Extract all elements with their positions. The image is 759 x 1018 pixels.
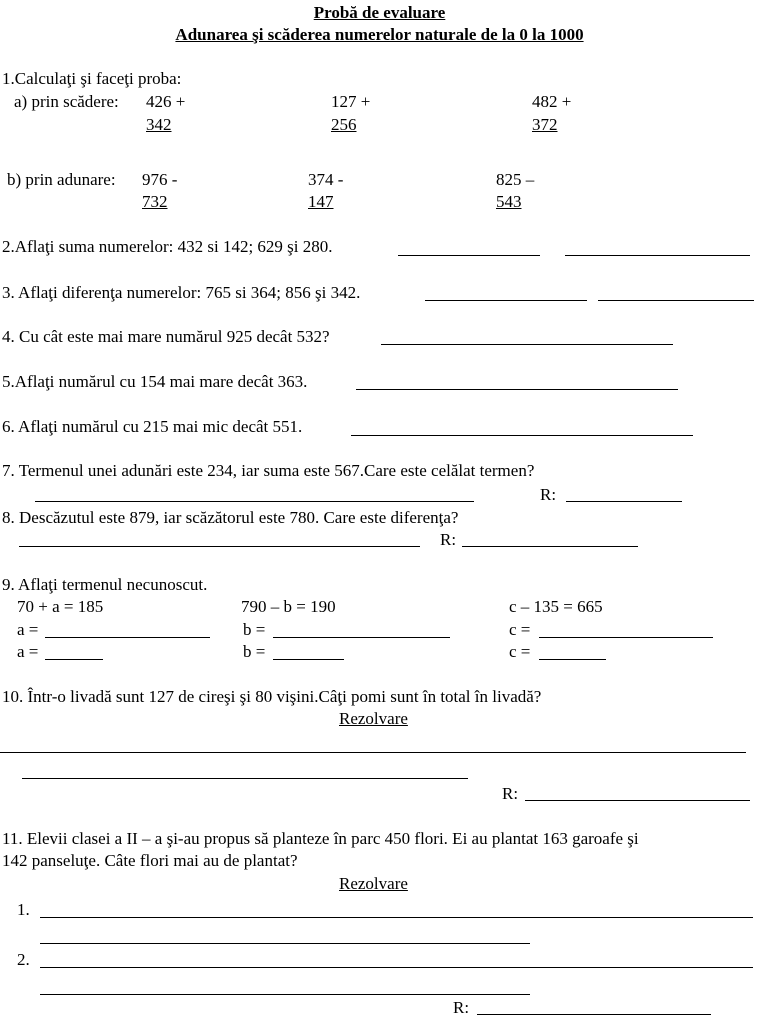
q9-c-line-1[interactable]: [539, 637, 713, 638]
q9-b-label-2: b =: [243, 642, 266, 661]
q1-b-label: b) prin adunare:: [7, 170, 116, 189]
q1-b2-top: 374 -: [308, 170, 344, 189]
q2-answer-line-2[interactable]: [565, 255, 750, 256]
q8-text: 8. Descăzutul este 879, iar scăzătorul este 780. Care este diferenţa?: [2, 508, 459, 527]
q11-answer-label: R:: [453, 998, 470, 1017]
q4-answer-line[interactable]: [381, 344, 673, 345]
q1-text: 1.Calculaţi şi faceţi proba:: [2, 69, 182, 88]
q9-a-label-1: a =: [17, 620, 39, 639]
q9-c-line-2[interactable]: [539, 659, 606, 660]
q5-answer-line[interactable]: [356, 389, 678, 390]
q9-a-label-2: a =: [17, 642, 39, 661]
q9-b-line-1[interactable]: [273, 637, 450, 638]
q9-c-label-1: c =: [509, 620, 531, 639]
q10-rezolvare: Rezolvare: [339, 709, 408, 728]
q11-rezolvare: Rezolvare: [339, 874, 408, 893]
q1-a2-top: 127 +: [331, 92, 371, 111]
q1-a2-bottom: 256: [331, 115, 357, 134]
q1-b3-bottom: 543: [496, 192, 522, 211]
q10-work-line-2[interactable]: [22, 778, 468, 779]
page-title: Probă de evaluare: [313, 3, 446, 22]
q8-work-line[interactable]: [19, 546, 420, 547]
q1-a3-top: 482 +: [532, 92, 572, 111]
q1-a-label: a) prin scădere:: [14, 92, 119, 111]
q11-step1-line-2[interactable]: [40, 943, 530, 944]
page-subtitle: Adunarea şi scăderea numerelor naturale de la 0 la 1000: [175, 25, 584, 44]
q7-work-line[interactable]: [35, 501, 474, 502]
q8-answer-label: R:: [440, 530, 457, 549]
q11-step1-number: 1.: [17, 900, 30, 919]
q11-text-line-2: 142 panseluţe. Câte flori mai au de plantat?: [2, 851, 298, 870]
q9-eq2: 790 – b = 190: [241, 597, 336, 616]
q9-b-label-1: b =: [243, 620, 266, 639]
q9-c-label-2: c =: [509, 642, 531, 661]
q9-text: 9. Aflaţi termenul necunoscut.: [2, 575, 208, 594]
q9-b-line-2[interactable]: [273, 659, 344, 660]
q3-answer-line-1[interactable]: [425, 300, 587, 301]
q10-work-line-1[interactable]: [0, 752, 746, 753]
q1-a1-top: 426 +: [146, 92, 186, 111]
q7-answer-line[interactable]: [566, 501, 682, 502]
q2-answer-line-1[interactable]: [398, 255, 540, 256]
q10-answer-label: R:: [502, 784, 519, 803]
q1-a1-bottom: 342: [146, 115, 172, 134]
q8-answer-line[interactable]: [462, 546, 638, 547]
q1-a3-bottom: 372: [532, 115, 558, 134]
q5-text: 5.Aflaţi numărul cu 154 mai mare decât 363.: [2, 372, 308, 391]
q4-text: 4. Cu cât este mai mare numărul 925 decât 532?: [2, 327, 330, 346]
q9-eq3: c – 135 = 665: [509, 597, 603, 616]
q10-answer-line[interactable]: [525, 800, 750, 801]
q11-step2-line-1[interactable]: [40, 967, 753, 968]
q9-a-line-1[interactable]: [45, 637, 210, 638]
q11-step2-line-2[interactable]: [40, 994, 530, 995]
q1-b1-top: 976 -: [142, 170, 178, 189]
q6-text: 6. Aflaţi numărul cu 215 mai mic decât 551.: [2, 417, 303, 436]
q11-step2-number: 2.: [17, 950, 30, 969]
q6-answer-line[interactable]: [351, 435, 693, 436]
q2-text: 2.Aflaţi suma numerelor: 432 si 142; 629 şi 280.: [2, 237, 333, 256]
q1-b2-bottom: 147: [308, 192, 334, 211]
q10-text: 10. Într-o livadă sunt 127 de cireşi şi 80 vişini.Câţi pomi sunt în total în livadă?: [2, 687, 542, 706]
q1-b1-bottom: 732: [142, 192, 168, 211]
q1-b3-top: 825 –: [496, 170, 535, 189]
q11-step1-line-1[interactable]: [40, 917, 753, 918]
q9-a-line-2[interactable]: [45, 659, 103, 660]
q11-text-line-1: 11. Elevii clasei a II – a şi-au propus să planteze în parc 450 flori. Ei au plantat 163 garoafe şi: [2, 829, 639, 848]
q3-text: 3. Aflaţi diferenţa numerelor: 765 si 364; 856 şi 342.: [2, 283, 361, 302]
q7-text: 7. Termenul unei adunări este 234, iar suma este 567.Care este celălat termen?: [2, 461, 535, 480]
q3-answer-line-2[interactable]: [598, 300, 754, 301]
q7-answer-label: R:: [540, 485, 557, 504]
q9-eq1: 70 + a = 185: [17, 597, 104, 616]
q11-answer-line[interactable]: [477, 1014, 711, 1015]
